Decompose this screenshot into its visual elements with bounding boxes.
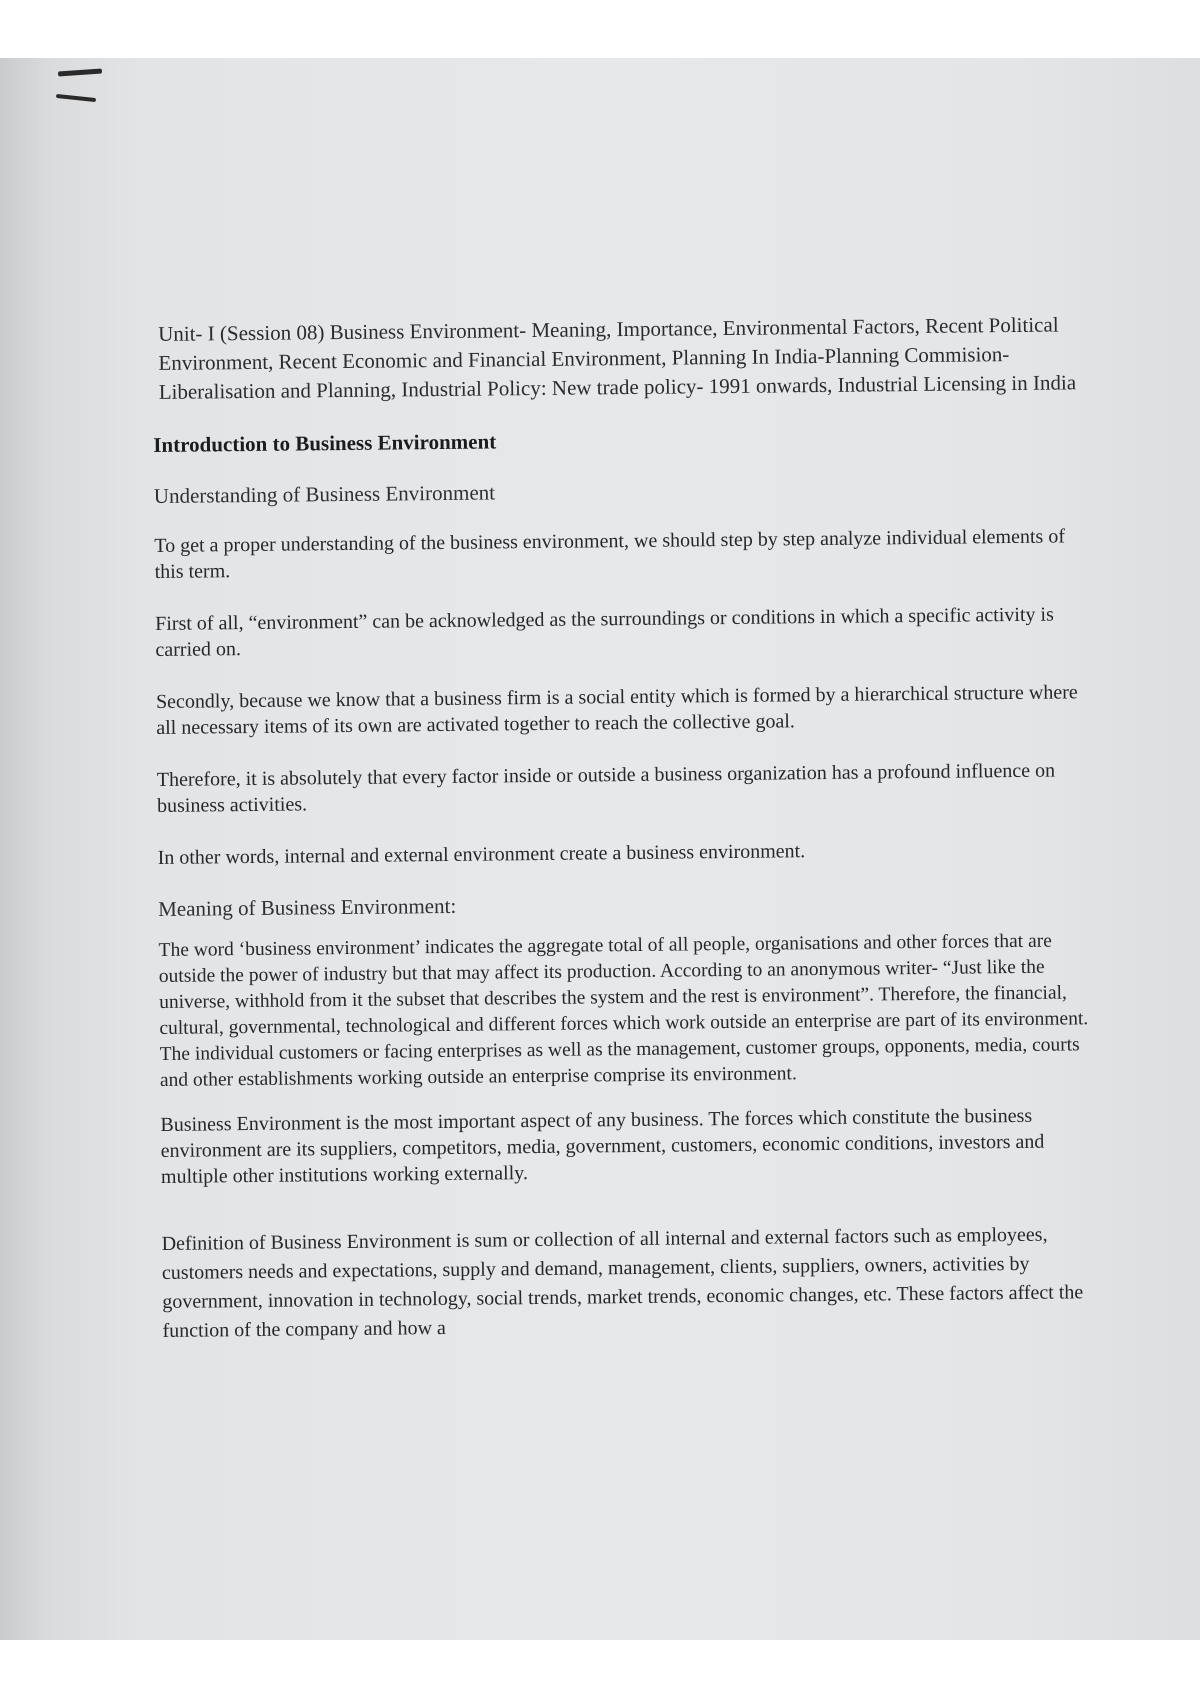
pen-mark: [56, 94, 96, 102]
paragraph: In other words, internal and external environment create a business environment.: [157, 840, 806, 869]
document-body: [152, 310, 1093, 1372]
meaning-heading: Meaning of Business Environment:: [158, 893, 457, 921]
pen-mark: [58, 68, 102, 76]
paragraph: First of all, “environment” can be acknowledged as the surroundings or conditions in which a specific activity is carried on.: [155, 603, 1054, 661]
paragraph: Therefore, it is absolutely that every factor inside or outside a business organization has a profound influence on business activities.: [156, 759, 1056, 817]
paragraph: Definition of Business Environment is sum or collection of all internal and external factors such as employees, customers needs and expectations, supply and demand, management, clients, suppliers, owners, activities by government, innovation in technology, social trends, market trends, economic changes, etc. These factors affect the function of the company and how a: [161, 1223, 1084, 1342]
paragraph: The word ‘business environment’ indicates the aggregate total of all people, organisations and other forces that are outside the power of industry but that may affect its production. According to an anonymous writer- “Just like the universe, withhold from it the subset that describes the system and the rest is environment”. Therefore, the financial, cultural, governmental, technological and different forces which work outside an enterprise are part of its environment. The individual customers or facing enterprises as well as the management, customer groups, opponents, media, courts and other establishments working outside an enterprise comprise its environment.: [158, 930, 1089, 1091]
paragraph: Secondly, because we know that a business firm is a social entity which is formed by a hierarchical structure where all necessary items of its own are activated together to reach the collective goal.: [155, 681, 1078, 739]
photographed-page: [0, 58, 1200, 1640]
paragraph: To get a proper understanding of the business environment, we should step by step analyze individual elements of this term.: [154, 525, 1066, 583]
paragraph: Business Environment is the most important aspect of any business. The forces which constitute the business environment are its suppliers, competitors, media, government, customers, economic conditions, investors and multiple other institutions working externally.: [160, 1104, 1045, 1188]
unit-heading: Unit- I (Session 08) Business Environment- Meaning, Importance, Environmental Factors, Recent Political Environment, Recent Economic and Financial Environment, Planning In India-Planning Commision- Liberalisation and Planning, Industrial Policy: New trade policy- 1991 onwards, Industrial Licensing in India: [158, 312, 1077, 404]
understanding-heading: Understanding of Business Environment: [153, 480, 496, 508]
section-title: Introduction to Business Environment: [153, 429, 497, 457]
